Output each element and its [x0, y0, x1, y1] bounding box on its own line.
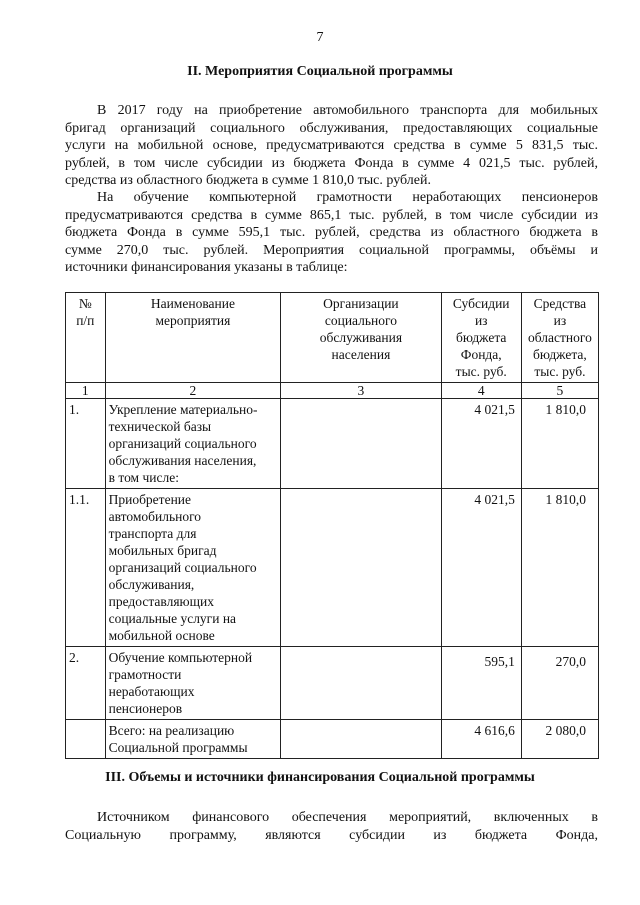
paragraph-computer-literacy: [65, 189, 598, 277]
paragraph-funding-sources: [65, 809, 598, 844]
row-number: [66, 720, 106, 759]
page-number: 7: [316, 30, 324, 45]
header-cell-organizations: Организации социального обслуживания населения: [281, 293, 441, 383]
row-number: 1.1.: [66, 489, 106, 647]
row-regional: 2 080,0: [521, 720, 598, 759]
table-header-row: [66, 293, 599, 383]
text-line: На обучение компьютерной грамотности неработающих пенсионеров: [97, 190, 598, 205]
text-line: В 2017 году на приобретение автомобильного транспорта для мобильных: [97, 103, 598, 118]
row-subsidy: 595,1: [441, 647, 521, 720]
row-number: 1.: [66, 399, 106, 489]
column-number: 1: [66, 383, 106, 399]
program-activities-table: [65, 292, 599, 759]
row-activity-name: Всего: на реализацию Социальной программы: [105, 720, 281, 759]
text-line: Социальную программу, являются субсидии из бюджета Фонда,: [65, 827, 598, 843]
text-line: средства из областного бюджета в сумме 1 810,0 тыс. рублей.: [65, 173, 431, 188]
table-row: [66, 647, 599, 720]
header-cell-subsidy: Субсидии из бюджета Фонда, тыс. руб.: [441, 293, 521, 383]
column-number: 4: [441, 383, 521, 399]
column-number: 2: [105, 383, 281, 399]
row-subsidy: 4 021,5: [441, 399, 521, 489]
table-row: [66, 399, 599, 489]
row-organization: [281, 489, 441, 647]
row-activity-name: Обучение компьютерной грамотности неработающих пенсионеров: [105, 647, 281, 720]
row-activity-name: Приобретение автомобильного транспорта для мобильных бригад организаций социального обслуживания, предоставляющих социальные услуги на мобильной основе: [105, 489, 281, 647]
section-2-heading: II. Мероприятия Социальной программы: [187, 64, 453, 79]
row-activity-name: Укрепление материально- технической базы организаций социального обслуживания населения, в том числе:: [105, 399, 281, 489]
row-number: 2.: [66, 647, 106, 720]
text-line: рублей, в том числе субсидии из бюджета Фонда в сумме 4 021,5 тыс. рублей,: [65, 155, 598, 171]
text-line: источники финансирования указаны в таблице:: [65, 260, 348, 275]
column-number: 5: [521, 383, 598, 399]
row-organization: [281, 399, 441, 489]
text-line: бюджета Фонда в сумме 595,1 тыс. рублей, средства из областного бюджета в: [65, 225, 598, 240]
paragraph-vehicles: [65, 102, 598, 190]
row-organization: [281, 720, 441, 759]
text-line: бригад организаций социального обслуживания, предоставляющих социальные: [65, 120, 598, 136]
header-cell-number: № п/п: [66, 293, 106, 383]
section-3-heading: III. Объемы и источники финансирования Социальной программы: [105, 770, 535, 785]
row-subsidy: 4 616,6: [441, 720, 521, 759]
text-line: предусматриваются средства в сумме 865,1 тыс. рублей, в том числе субсидии из: [65, 207, 598, 223]
row-organization: [281, 647, 441, 720]
row-subsidy: 4 021,5: [441, 489, 521, 647]
column-number: 3: [281, 383, 441, 399]
text-line: сумме 270,0 тыс. рублей. Мероприятия социальной программы, объёмы и: [65, 242, 598, 258]
table-total-row: [66, 720, 599, 759]
row-regional: 1 810,0: [521, 489, 598, 647]
text-line: Источником финансового обеспечения мероприятий, включенных в: [97, 810, 598, 825]
table-row: [66, 489, 599, 647]
header-cell-name: Наименование мероприятия: [105, 293, 281, 383]
text-line: услуги на мобильной основе, предусматриваются средства в сумме 5 831,5 тыс.: [65, 138, 598, 153]
row-regional: 270,0: [521, 647, 598, 720]
column-number-row: [66, 383, 599, 399]
row-regional: 1 810,0: [521, 399, 598, 489]
header-cell-regional: Средства из областного бюджета, тыс. руб.: [521, 293, 598, 383]
